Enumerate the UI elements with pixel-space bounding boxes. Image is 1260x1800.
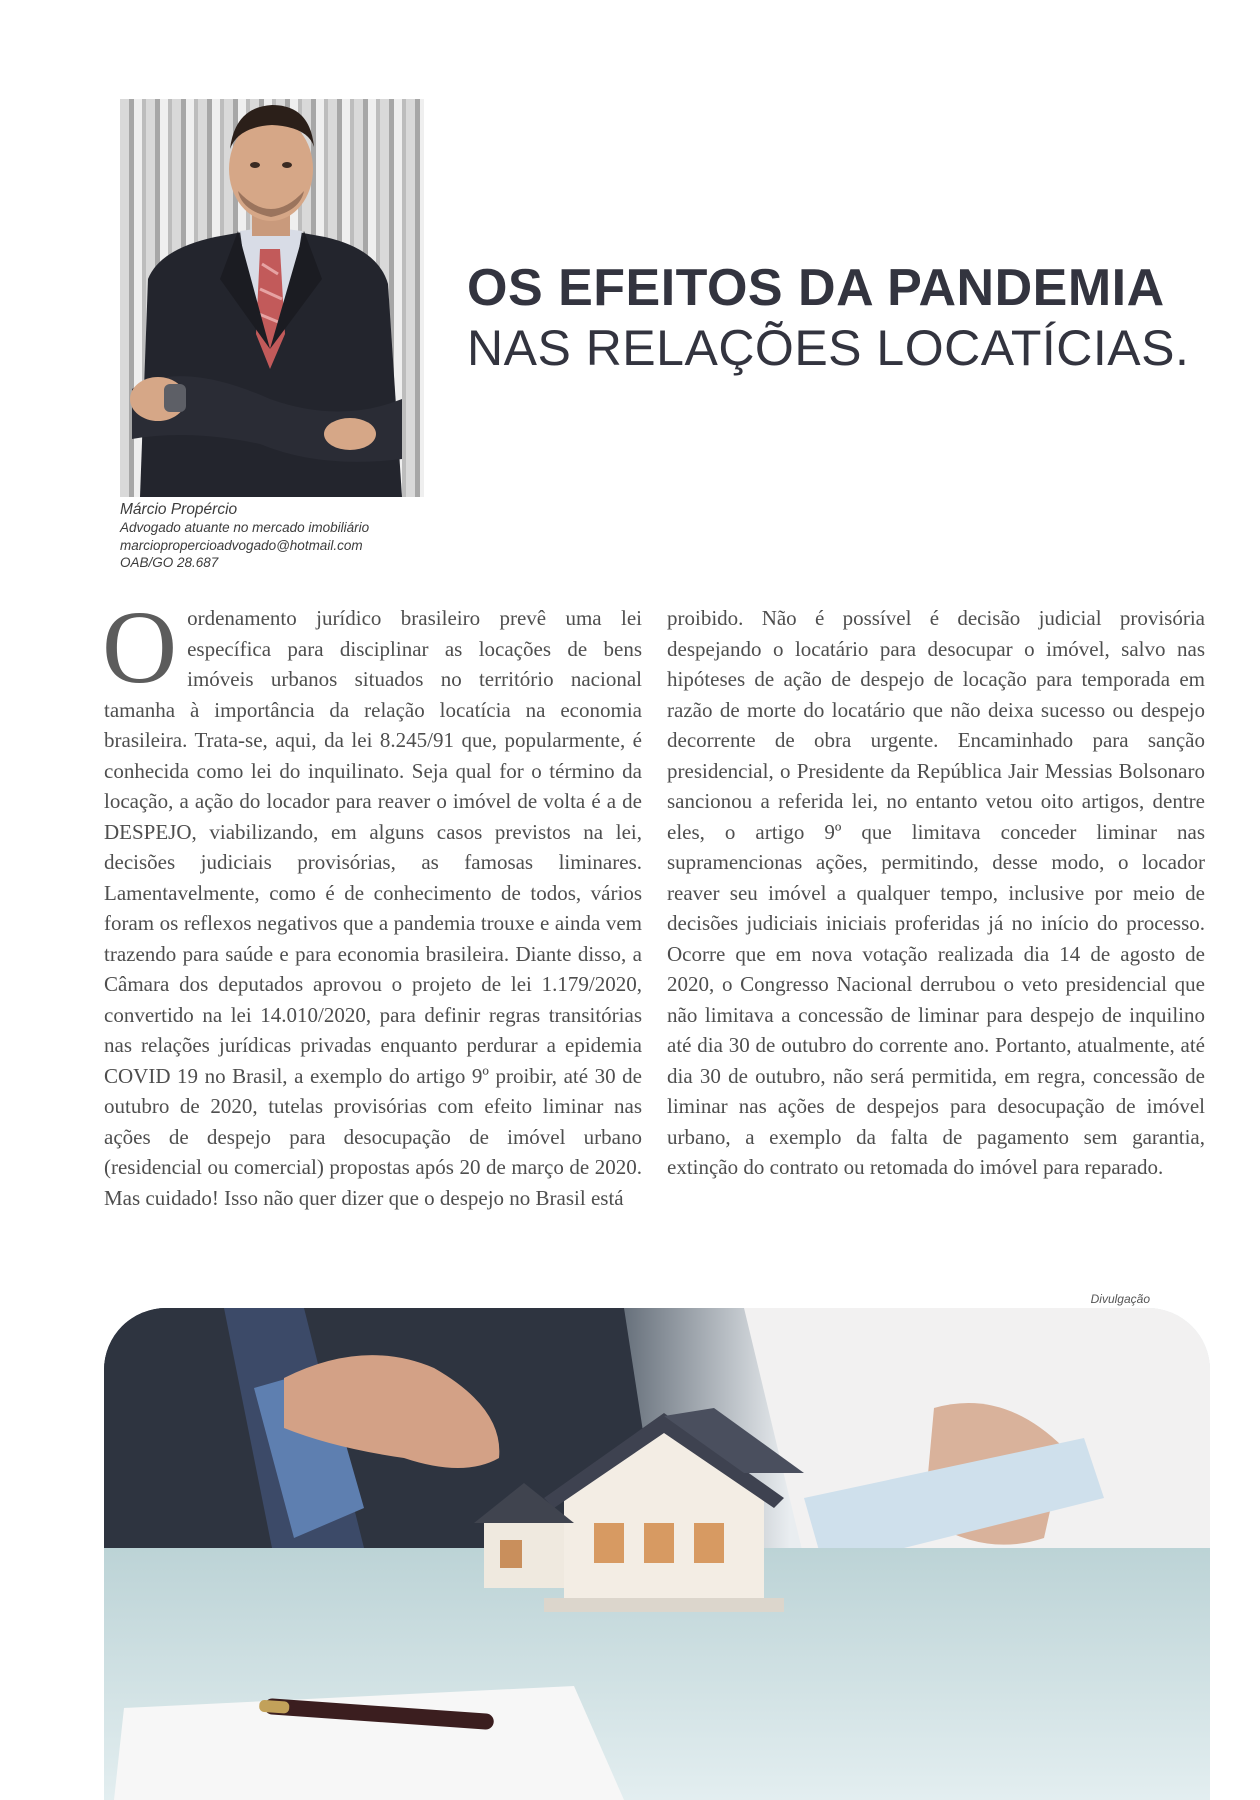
article-text-right: proibido. Não é possível é decisão judicial provisória despejando o locatário para desocupar o imóvel, salvo nas hipóteses de ação de despejo de locação para temporada em razão de morte do locatário que não deixa sucesso ou despejo decorrente de obra urgente. Encaminhado para sanção presidencial, o Presidente da República Jair Messias Bolsonaro sancionou a referida lei, no entanto vetou oito artigos, dentre eles, o artigo 9º que limitava conceder liminar nas supramencionas ações, permitindo, desse modo, o locador reaver seu imóvel a qualquer tempo, inclusive por meio de decisões judiciais iniciais proferidas já no início do processo. Ocorre que em nova votação realizada dia 14 de agosto de 2020, o Congresso Nacional derrubou o veto presidencial que não limitava a concessão de liminar para despejo de inquilino até dia 30 de outubro do corrente ano. Portanto, atualmente, até dia 30 de outubro, não será permitida, em regra, concessão de liminar nas ações de despejos para desocupação de imóvel urbano, a exemplo da falta de pagamento sem garantia, extinção do contrato ou retomada do imóvel para reparado. [667,606,1205,1179]
author-caption [120,500,440,572]
author-email: marciopropercioadvogado@hotmail.com [120,537,363,553]
article-column-right [667,603,1205,1183]
author-oab: OAB/GO 28.687 [120,555,219,570]
house-model-illustration [104,1308,1210,1800]
article-text-left: ordenamento jurídico brasileiro prevê uma lei específica para disciplinar as locações de bens imóveis urbanos situados no território nacional tamanha à importância da relação locatícia na economia brasileira. Trata-se, aqui, da lei 8.245/91 que, popularmente, é conhecida como lei do inquilinato. Seja qual for o término da locação, a ação do locador para reaver o imóvel de volta é a de DESPEJO, viabilizando, em alguns casos previstos na lei, decisões judiciais provisórias, as famosas liminares. Lamentavelmente, como é de conhecimento de todos, vários foram os reflexos negativos que a pandemia trouxe e ainda vem trazendo para saúde e para economia brasileira. Diante disso, a Câmara dos deputados aprovou o projeto de lei 1.179/2020, convertido na lei 14.010/2020, para definir regras transitórias nas relações jurídicas privadas enquanto perdurar a epidemia COVID 19 no Brasil, a exemplo do artigo 9º proibir, até 30 de outubro de 2020, tutelas provisórias com efeito liminar nas ações de despejo para desocupação de imóvel urbano (residencial ou comercial) propostas após 20 de março de 2020. Mas cuidado! Isso não quer dizer que o despejo no Brasil está [104,606,642,1210]
article-column-left [102,590,642,1213]
handshake-house-photo [104,1308,1210,1800]
author-photo [120,99,424,497]
author-role: Advogado atuante no mercado imobiliário [120,520,370,535]
article-headline [467,258,1207,378]
headline-line-2: NAS RELAÇÕES LOCATÍCIAS. [467,320,1190,376]
author-portrait-illustration [120,99,424,497]
drop-cap: O [102,590,178,705]
photo-credit: Divulgação [1090,1292,1150,1306]
author-name: Márcio Propércio [120,501,238,518]
headline-line-1: OS EFEITOS DA PANDEMIA [467,259,1165,317]
